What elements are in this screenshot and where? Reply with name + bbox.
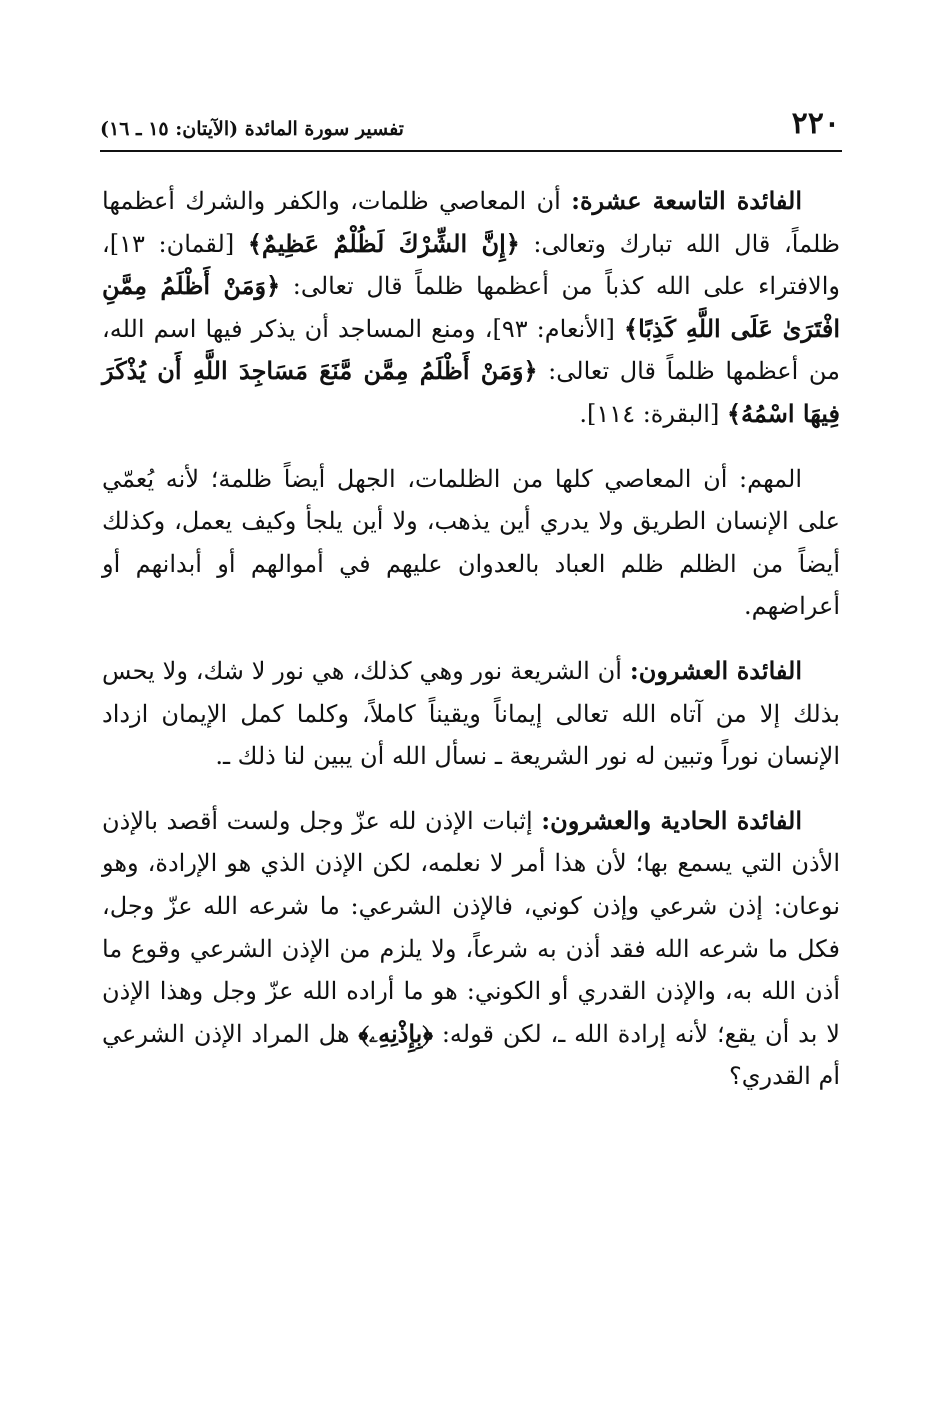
- paragraph-text: المهم: أن المعاصي كلها من الظلمات، الجهل أيضاً ظلمة؛ لأنه يُعمّي على الإنسان الطريق ولا يدري أين يذهب، ولا أين يلجأ وكيف يعمل، وكذلك أيضاً من الظلم ظلم العباد بالعدوان عليهم في أموالهم أو أبدانهم أو أعراضهم.: [102, 464, 840, 621]
- header-rule: [100, 150, 842, 152]
- quran-verse: بِإِذْنِهِۦ: [368, 1018, 423, 1048]
- verse-bracket: ﴿: [523, 356, 538, 386]
- paragraph-text: أن المعاصي ظلمات، والكفر والشرك أعظمها ظلماً، قال الله تبارك وتعالى:: [102, 187, 840, 258]
- verse-bracket: ﴿: [505, 228, 520, 258]
- paragraph: [102, 180, 840, 436]
- paragraph-heading: الفائدة التاسعة عشرة:: [571, 186, 802, 215]
- verse-bracket: ﴿: [266, 271, 281, 301]
- paragraph-text: أن الشريعة نور وهي كذلك، هي نور لا شك، ولا يحس بذلك إلا من آتاه الله تعالى إيماناً ويقيناً كاملاً، وكلما كمل الإيمان ازداد الإنسان نوراً وتبين له نور الشريعة ـ نسأل الله أن يبين لنا ذلك ـ.: [102, 656, 840, 771]
- paragraph-text: [البقرة: ١١٤].: [579, 399, 727, 428]
- paragraph-heading: الفائدة العشرون:: [629, 655, 802, 685]
- verse-bracket: ﴾: [358, 1018, 369, 1048]
- paragraph-text: [الأنعام: ٩٣]، ومنع المساجد أن يذكر فيها اسم الله، من أعظمها ظلماً قال تعالى:: [102, 314, 840, 386]
- verse-bracket: ﴿: [422, 1018, 433, 1048]
- paragraph-text: إثبات الإذن لله عزّ وجل ولست أقصد بالإذن الأذن التي يسمع بها؛ لأن هذا أمر لا نعلمه، لكن الإذن الذي هو الإرادة، وهو نوعان: إذن شرعي وإذن كوني، فالإذن الشرعي: ما شرعه الله عزّ وجل، فكل ما شرعه الله فقد أذن به شرعاً، ولا يلزم من الإذن الشرعي وقوع ما أذن الله به، والإذن القدري أو الكوني: هو ما أراده الله عزّ وجل وهذا الإذن لا بد أن يقع؛ لأنه إرادة الله ـ، لكن قوله:: [102, 806, 840, 1048]
- paragraph: [102, 458, 840, 628]
- page-header: [100, 104, 840, 150]
- verse-bracket: ﴾: [726, 398, 742, 428]
- verse-bracket: ﴾: [624, 313, 639, 343]
- page-number: ٢٢٠: [791, 106, 840, 141]
- paragraph-text: [لقمان: ١٣]، والافتراء على الله كذباً من أعظمها ظلماً قال تعالى:: [102, 229, 840, 301]
- verse-bracket: ﴾: [247, 228, 262, 258]
- running-title: تفسير سورة المائدة (الآيتان: ١٥ ـ ١٦): [100, 118, 404, 140]
- paragraph: [102, 650, 840, 778]
- quran-verse: وَمَنْ أَظْلَمُ مِمَّن مَّنَعَ مَسَاجِدَ اللَّهِ أَن يُذْكَرَ فِيهَا اسْمُهُ: [102, 356, 840, 428]
- paragraph-text: هل المراد الإذن الشرعي أم القدري؟: [102, 1019, 840, 1091]
- paragraph: [102, 800, 840, 1098]
- paragraph-heading: الفائدة الحادية والعشرون:: [541, 805, 803, 835]
- text-body: [102, 180, 840, 1120]
- quran-verse: إِنَّ الشِّرْكَ لَظُلْمٌ عَظِيمٌ: [261, 228, 506, 258]
- quran-verse: وَمَنْ أَظْلَمُ مِمَّنِ افْتَرَىٰ عَلَى اللَّهِ كَذِبًا: [102, 271, 840, 343]
